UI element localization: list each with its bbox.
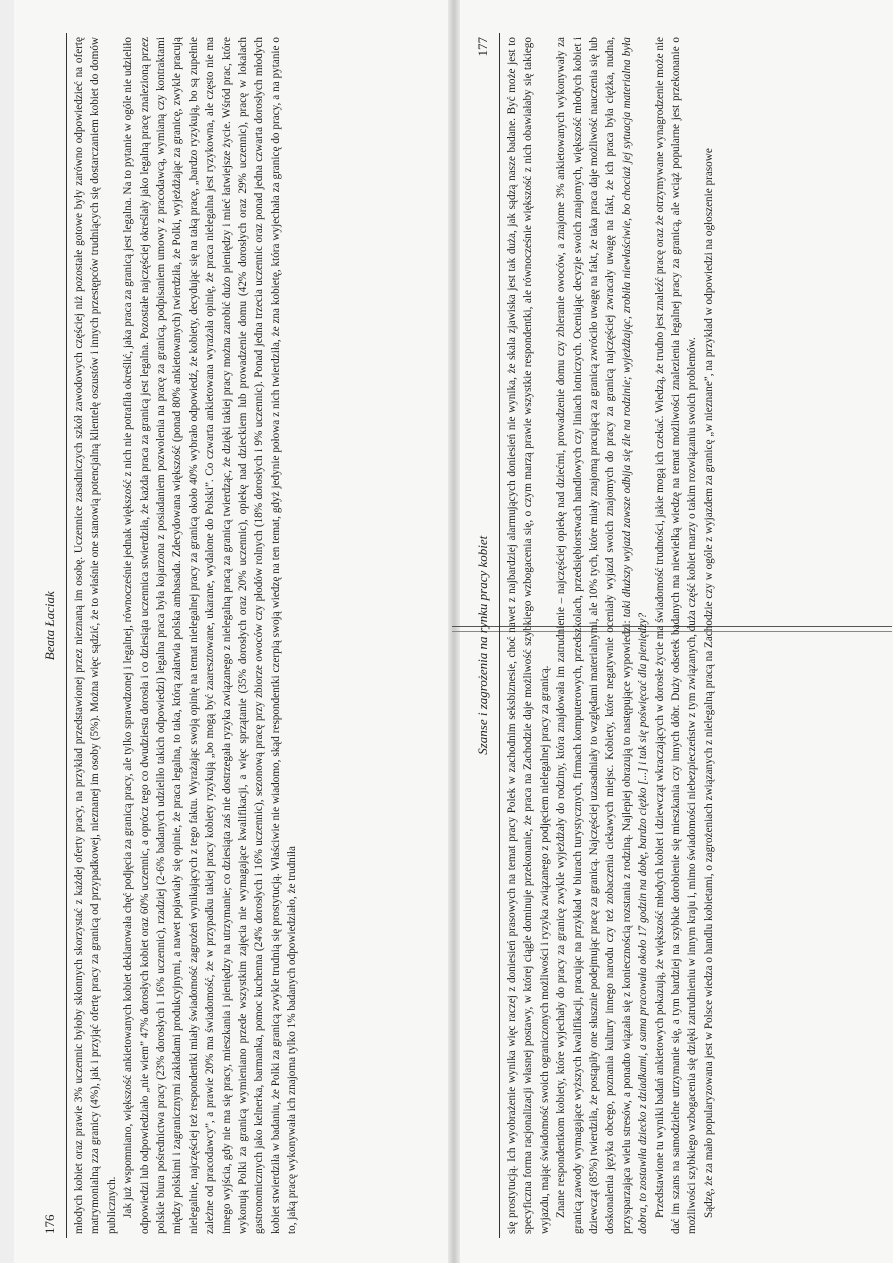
running-head: Beata Łaciak (42, 591, 57, 661)
paragraph-text: Znane respondentkom kobiety, które wyjechały do pracy za granicę zwykle wyjeżdżały do rodziny, która znajdowała im zatrudnienie – najczęściej opiekę nad dziećmi, prowadzenie domu czy zbieranie owoców, a znajome 3% ankietowanych wykonywały za granicą zawody wymagające wyższych kwalifikacji, pracując na przykład w biurach turystycznych, firmach komputerowych, przedszkolach, przedsiębiorstwach handlowych czy liniach lotniczych. Oceniając decyzje swoich znajomych, większość młodych kobiet i dziewcząt (85%) twierdziła, że postąpiły one słusznie podejmując pracę za granicą. Najczęściej uzasadniały to względami materialnymi, ale 10% tych, które miały znajomą pracującą za granicą zwróciło uwagę na fakt, że taka praca daje możliwość nauczenia się lub doskonalenia języka obcego, poznania kultury innego narodu czy też zobaczenia ciekawych miejsc. Kobiety, które negatywnie oceniały wyjazd swoich znajomych do pracy za granicą najczęściej zwracały uwagę na fakt, że ich praca była ciężka, nudna, przysparzająca wielu stresów, a ponadto wiązała się z koniecznością rozstania z rodziną. Najlepiej obrazują to następujące wypowiedzi: (555, 37, 633, 1234)
right-page (475, 33, 875, 1238)
left-page-body (67, 33, 301, 1238)
paragraph: młodych kobiet oraz prawie 3% uczennic byłoby skłonnych skorzystać z każdej oferty pracy, na przykład przedstawionej przez nieznaną im osobę. Uczennice zasadniczych szkół zawodowych częściej niż pozostałe gotowe były zarówno odpowiedzieć na ofertę matrymonialną zza granicy (4%), jak i przyjąć ofertę pracy za granicą od przypadkowej, nieznanej im osoby (5%). Można więc sądzić, że to właśnie one stanowią potencjalną klientelę oszustów i innych przestępców trudniących się dostarczaniem kobiet do domów publicznych. (73, 37, 118, 1234)
page-number: 177 (475, 37, 490, 57)
left-page (42, 33, 427, 1238)
paragraph: Sądzę, że za mało popularyzowana jest w Polsce wiedza o handlu kobietami, o zagrożeniach związanych z nielegalną pracą na Zachodzie czy w ogóle z wyjazdem za granicę „w nieznane”, na przykład w odpowiedzi na ogłoszenie prasowe (702, 148, 715, 1218)
paragraph: Jak już wspomniano, większość ankietowanych kobiet deklarowała chęć podjęcia za granicą pracy, ale tylko sprawdzonej i legalnej, równocześnie jednak większość z nich nie potrafiła określić, jaka praca za granicą jest legalna. Na to pytanie w ogóle nie udzieliło odpowiedzi lub odpowiedziało „nie wiem” 47% dorosłych kobiet oraz 60% uczennic, a oprócz tego co dwudziesta dorosła i co dziesiąta uczennica stwierdziła, że każda praca za granicą jest legalna. Pozostałe najczęściej określały jako legalną pracę znalezioną przez polskie biura pośrednictwa pracy (23% dorosłych i 16% uczennic), rzadziej (2-6% badanych udzieliło takich odpowiedzi) legalna praca była kojarzona z posiadaniem pozwolenia na pracę za granicą, podpisaniem umowy z pracodawcą, wymianą czy kontraktami między polskimi i zagranicznymi zakładami produkcyjnymi, a nawet pojawiały się opinie, że praca legalna, to taka, którą załatwia polska ambasada. Zdecydowana większość (ponad 80% ankietowanych) twierdziła, że Polki, wyjeżdżając za granicę, zwykle pracują nielegalnie, najczęściej też respondentki miały świadomość zagrożeń wynikających z tego faktu. Wyrażając swoją opinię na temat nielegalnej pracy za granicą około 40% wybrało odpowiedź, że kobiety, decydując się na taką pracę, „bardzo ryzykują, bo są zupełnie zależne od pracodawcy”, a prawie 20% ma świadomość, że w przypadku takiej pracy kobiety ryzykują „bo mogą być zaaresztowane, ukarane, wydalone do Polski”. Co czwarta ankietowana wyrażała opinię, że praca nielegalna jest ryzykowna, ale często nie ma innego wyjścia, gdy nie ma się pracy, mieszkania i pieniędzy na utrzymanie; co dziesiąta zaś nie dostrzegała ryzyka związanego z nielegalną pracą za granicą twierdząc, że dzięki takiej pracy można zarobić dużo pieniędzy i mieć łatwiejsze życie. Wśród prac, które wykonują Polki za granicą wymieniano przede wszystkim zajęcia nie wymagające kwalifikacji, a więc sprzątanie (35% dorosłych oraz 20% uczennic), opiekę nad dzieckiem lub prowadzenie domu (42% dorosłych oraz 29% uczennic), pracę w lokalach gastronomicznych jako kelnerka, barmanka, pomoc kuchenna (24% dorosłych i 16% uczennic), sezonową pracę przy zbiorze owoców czy płodów rolnych (18% dorosłych i 9% uczennic). Ponad jedna trzecia uczennic oraz ponad jedna czwarta dorosłych młodych kobiet stwierdziła w badaniu, że Polki za granicą zwykle trudnią się prostytucją. Właściwie nie wiadomo, skąd respondentki czerpią swoją wiedzę na ten temat, gdyż jedynie połowa z nich twierdziła, że zna kobietę, która wyjechała za granicę do pracy, a na pytanie o to, jaką pracę wykonywała ich znajoma tylko 1% badanych odpowiedziało, że trudniła (122, 37, 299, 1234)
quote: taki dłuższy wyjazd zawsze odbija się źle na rodzinie; wyjeżdżając, zrobiła niewłaściwie, bo chociaż jej sytuacja materialna była dobra, to zostawiła dziecko z dziadkami, a sama pracowała około 17 godzin na dobę, bardzo ciężko [...] i tak się poświęcać dla pieniędzy? (620, 36, 650, 1234)
left-page-header (42, 33, 67, 1238)
page-number: 176 (42, 1214, 57, 1234)
paragraph: się prostytucją. Ich wyobrażenie wynika więc raczej z doniesień prasowych na temat pracy Polek w zachodnim seksbiznesie, choć nawet z najbardziej alarmujących doniesień nie wynika, że skala zjawiska jest tak duża, jak sądzą nasze badane. Być może jest to specyficzna forma racjonalizacji własnej postawy, w której ciągle dominuje przekonanie, że praca na Zachodzie daje możliwość szybkiego wzbogacenia się, o czym marzą prawie wszystkie respondentki, ale równocześnie większość z nich obawiałaby się takiego wyjazdu, mając świadomość swoich ograniczonych możliwości i ryzyka związanego z podjęciem nielegalnej pracy za granicą. (506, 37, 551, 1234)
right-page-body (500, 33, 717, 1238)
running-head: Szanse i zagrożenia na rynku pracy kobiet (475, 535, 490, 755)
paragraph: Przedstawione tu wyniki badań ankietowych pokazują, że większość młodych kobiet i dziewcząt wkraczających w dorosłe życie ma świadomość trudności, jakie mogą ich czekać. Wiedzą, że trudno jest znaleźć pracę oraz że otrzymywane wynagrodzenie może nie dać im szans na samodzielne utrzymanie się, a tym bardziej na szybkie dorobienie się mieszkania czy innych dóbr. Duży odsetek badanych ma niewielką wiedzę na temat możliwości znalezienia legalnej pracy za granicą, ale wciąż popularne jest przekonanie o możliwości szybkiego wzbogacenia się dzięki zatrudnieniu w innym kraju i, mimo świadomości niebezpieczeństw z tym związanych, duża część kobiet marzy o takim rozwiązaniu swoich problemów. (653, 37, 699, 1234)
paragraph (553, 37, 651, 1234)
page-edge (0, 0, 14, 1263)
right-page-header (475, 33, 500, 1238)
